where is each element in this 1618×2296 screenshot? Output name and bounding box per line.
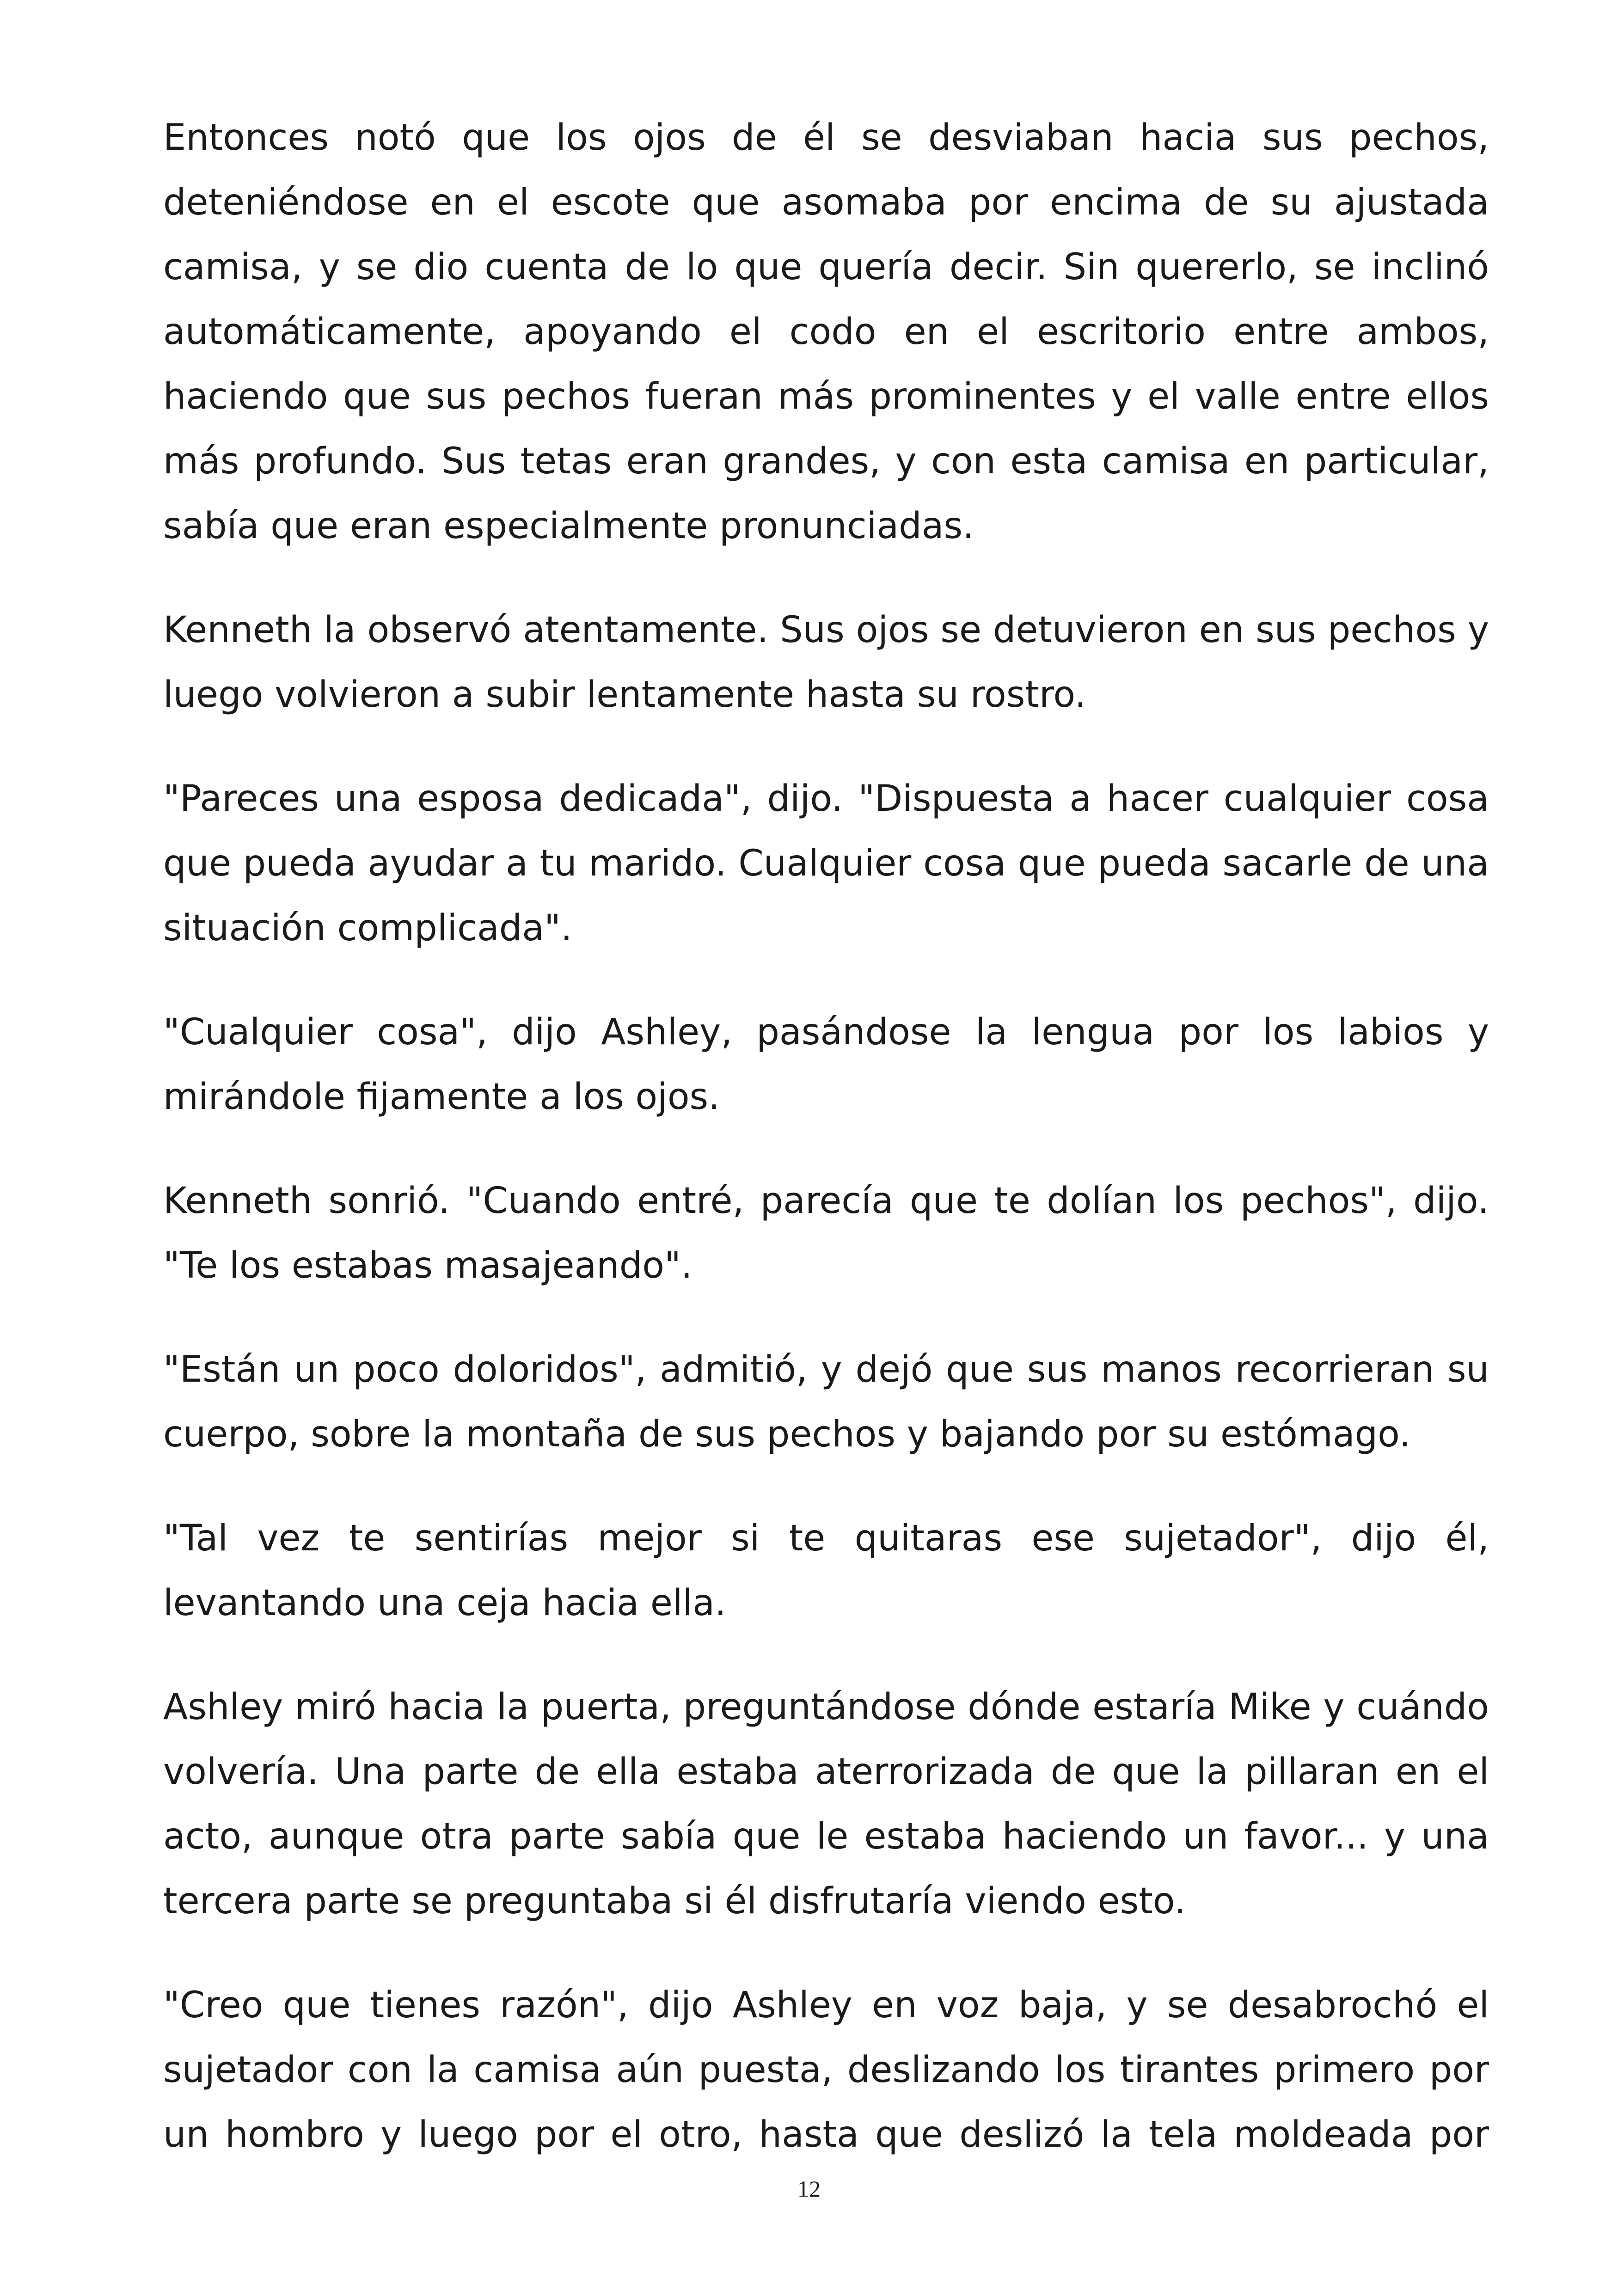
paragraph-8: Ashley miró hacia la puerta, preguntándose dónde estaría Mike y cuándo volvería. Una parte de ella estaba aterrorizada de que la pillaran en el acto, aunque otra parte sabía que le estaba haciendo un favor... y una tercera parte se preguntaba si él disfrutaría viendo esto.	[163, 1686, 1489, 1922]
paragraph-3: "Pareces una esposa dedicada", dijo. "Dispuesta a hacer cualquier cosa que pueda ayudar a tu marido. Cualquier cosa que pueda sacarle de una situación complicada".	[163, 778, 1489, 949]
paragraph-7: "Tal vez te sentirías mejor si te quitaras ese sujetador", dijo él, levantando una ceja hacia ella.	[163, 1518, 1489, 1624]
body-text	[163, 105, 1489, 2206]
paragraph-9: "Creo que tienes razón", dijo Ashley en voz baja, y se desabrochó el sujetador con la camisa aún puesta, deslizando los tirantes primero por un hombro y luego por el otro, hasta que deslizó la tela moldeada por	[163, 1984, 1489, 2155]
paragraph-5: Kenneth sonrió. "Cuando entré, parecía que te dolían los pechos", dijo. "Te los estabas masajeando".	[163, 1180, 1489, 1286]
paragraph-6: "Están un poco doloridos", admitió, y dejó que sus manos recorrieran su cuerpo, sobre la montaña de sus pechos y bajando por su estómago.	[163, 1349, 1489, 1455]
paragraph-2: Kenneth la observó atentamente. Sus ojos se detuvieron en sus pechos y luego volvieron a subir lentamente hasta su rostro.	[163, 609, 1489, 716]
page-number: 12	[797, 2176, 821, 2202]
paragraph-1: Entonces notó que los ojos de él se desviaban hacia sus pechos, deteniéndose en el escote que asomaba por encima de su ajustada camisa, y se dio cuenta de lo que quería decir. Sin quererlo, se inclinó automáticamente, apoyando el codo en el escritorio entre ambos, haciendo que sus pechos fueran más prominentes y el valle entre ellos más profundo. Sus tetas eran grandes, y con esta camisa en particular, sabía que eran especialmente pronunciadas.	[163, 117, 1489, 547]
paragraph-4: "Cualquier cosa", dijo Ashley, pasándose la lengua por los labios y mirándole fijamente a los ojos.	[163, 1011, 1489, 1118]
